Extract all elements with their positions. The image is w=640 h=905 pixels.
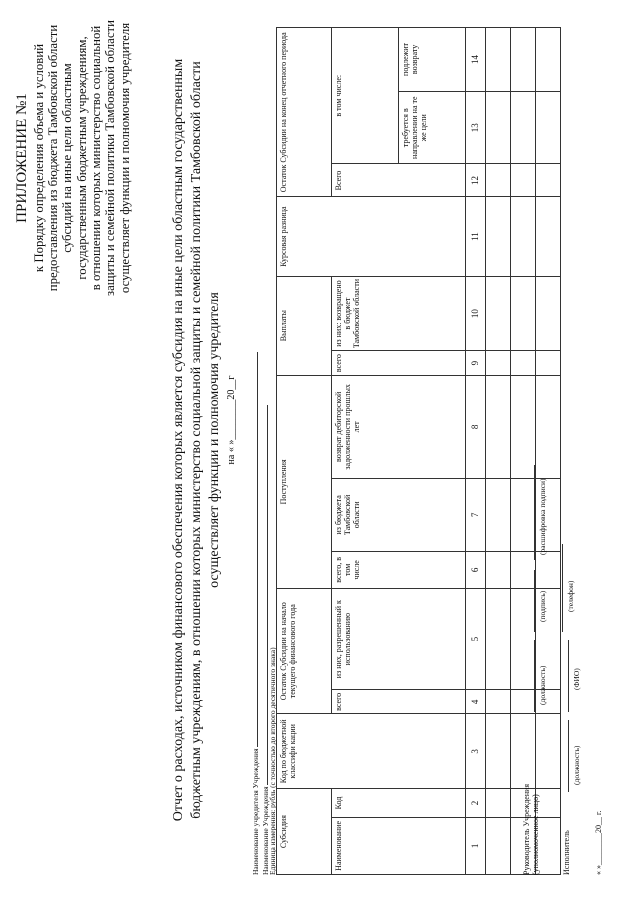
header-rest-end: Остаток Субсидии на конец отчетного периода	[277, 28, 332, 197]
founder-line	[249, 352, 258, 747]
head-position-line	[534, 640, 535, 712]
header-returned: из них: возвращено в бюджет Тамбовской области	[332, 276, 466, 351]
column-number: 8	[466, 375, 486, 478]
header-budget-code: Код по бюджетной классифи кации	[277, 714, 466, 789]
head-decoding-line	[534, 465, 535, 560]
report-heading	[170, 45, 238, 835]
header-including: в том числе:	[332, 28, 399, 165]
executor-phone-caption: (телефон)	[566, 580, 575, 612]
appendix-title: ПРИЛОЖЕНИЕ №1	[14, 93, 30, 223]
column-number: 14	[466, 28, 486, 92]
column-number: 4	[466, 690, 486, 714]
appendix-line: защиты и семейной политики Тамбовской области	[103, 20, 118, 296]
header-return-debt: возврат дебиторской задолженности прошлых лет	[332, 375, 466, 478]
column-number: 6	[466, 551, 486, 588]
header-from-budget: из бюджета Тамбовской области	[332, 479, 466, 552]
head-decoding-caption: (расшифровка подписи)	[538, 478, 547, 555]
appendix-line: субсидий на иные цели областным	[60, 63, 75, 253]
head-label-line2: (уполномоченное лицо)	[531, 794, 540, 875]
table-row	[511, 28, 536, 875]
signature-date: « »________20__ г.	[594, 810, 603, 875]
header-rest-total: всего	[332, 690, 466, 714]
heading-line: Отчет о расходах, источником финансового обеспечения которых является субсидия на иные цели областным государственным	[171, 58, 186, 822]
executor-position-line	[568, 720, 569, 792]
header-payments: Выплаты	[277, 276, 332, 375]
head-label	[522, 784, 540, 875]
head-label-line1: Руководитель Учреждения	[522, 783, 531, 875]
column-number: 2	[466, 789, 486, 818]
column-number: 9	[466, 351, 486, 375]
founder-label: Наименование учредителя Учреждения	[251, 748, 260, 875]
institution-line	[259, 405, 268, 785]
table-row	[536, 28, 561, 875]
column-number: 5	[466, 589, 486, 690]
column-number: 12	[466, 164, 486, 197]
column-number: 11	[466, 197, 486, 276]
heading-line: осуществляет функции и полномочия учредителя	[207, 292, 223, 588]
column-number: 13	[466, 91, 486, 164]
column-number: 1	[466, 817, 486, 874]
appendix-line: в отношении которых министерство социальной	[89, 25, 104, 291]
appendix-line: осуществляет функции и полномочия учредителя	[117, 22, 132, 294]
header-rest-begin: Остаток Субсидии на начало текущего финансового года	[277, 589, 332, 714]
heading-date: на « »________20__г	[225, 375, 237, 465]
column-number: 7	[466, 479, 486, 552]
table-row	[486, 28, 511, 875]
header-payments-total: всего	[332, 351, 466, 375]
header-required-same: требуется в направлении на те же цели	[399, 91, 466, 164]
executor-fio-line	[568, 640, 569, 712]
head-signature-line	[534, 570, 535, 632]
head-signature-caption: (подпись)	[538, 590, 547, 622]
unit-label: Единица измерения: рубль (с точностью до второго десятичного знака)	[268, 647, 277, 875]
executor-position-caption: (должность)	[572, 745, 581, 785]
header-subsidy: Субсидия	[277, 789, 332, 875]
appendix-line: государственным бюджетным учреждениям,	[74, 36, 89, 280]
institution-label: Наименование Учреждения	[261, 786, 270, 875]
executor-fio-caption: (ФИО)	[572, 668, 581, 690]
header-receipts: Поступления	[277, 375, 332, 588]
report-table	[276, 27, 561, 875]
header-to-return: подлежит возврату	[399, 28, 466, 92]
header-code: Код	[332, 789, 466, 818]
header-rest-allowed: из них, разрешенный к использованию	[332, 589, 466, 690]
appendix-line: предоставления из бюджета Тамбовской области	[46, 24, 61, 292]
heading-line: бюджетным учреждениям, в отношении которых министерство социальной защиты и семейной политики Тамбовской области	[189, 61, 205, 819]
appendix-block	[14, 8, 132, 308]
header-rest-end-total: Всего	[332, 164, 466, 197]
header-exchange-diff: Курсовая разница	[277, 197, 466, 276]
column-number: 10	[466, 276, 486, 351]
column-number: 3	[466, 714, 486, 789]
executor-label: Исполнитель	[562, 830, 571, 875]
executor-phone-line	[562, 544, 563, 632]
header-name: Наименование	[332, 817, 466, 874]
appendix-line: к Порядку определения объема и условий	[31, 43, 46, 273]
head-position-caption: (должность)	[538, 665, 547, 705]
header-receipts-total: всего, в том числе	[332, 551, 466, 588]
